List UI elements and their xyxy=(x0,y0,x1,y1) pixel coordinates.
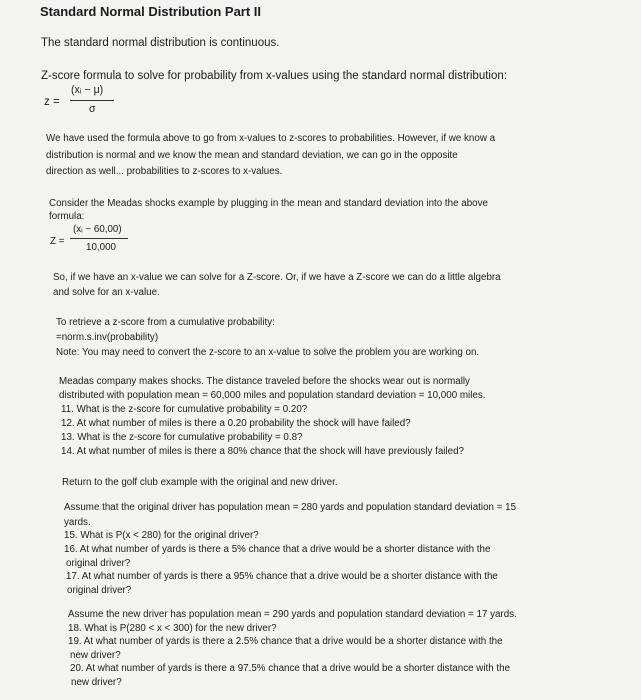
formula-lhs: z = xyxy=(44,96,60,108)
text-line: direction as well... probabilities to z-scores to x-values. xyxy=(46,166,283,177)
formula-numerator: (xᵢ − 60,00) xyxy=(73,224,122,235)
text-line: Meadas company makes shocks. The distance traveled before the shocks wear out is normally xyxy=(59,376,470,387)
question-12: 12. At what number of miles is there a 0.20 probability the shock will have failed? xyxy=(61,418,411,429)
formula-denominator: 10,000 xyxy=(86,242,116,253)
text-line: new driver? xyxy=(71,677,122,688)
question-13: 13. What is the z-score for cumulative probability = 0.8? xyxy=(61,432,303,443)
text-line: original driver? xyxy=(66,558,131,569)
question-20: 20. At what number of yards is there a 97.5% chance that a drive would be a shorter distance with the xyxy=(70,663,511,674)
excel-function: =norm.s.inv(probability) xyxy=(56,332,159,343)
intro-text: The standard normal distribution is continuous. xyxy=(41,37,280,49)
text-line: formula: xyxy=(49,211,85,222)
text-line: yards. xyxy=(64,517,91,528)
question-17: 17. At what number of yards is there a 95% chance that a drive would be a shorter distance with the xyxy=(66,571,498,582)
zscore-intro: Z-score formula to solve for probability from x-values using the standard normal distribution: xyxy=(41,70,507,82)
text-line: We have used the formula above to go from x-values to z-scores to probabilities. However, if we know a xyxy=(46,133,496,144)
fraction-bar xyxy=(70,100,114,101)
note-text: Note: You may need to convert the z-score to an x-value to solve the problem you are working on. xyxy=(56,347,480,358)
formula-lhs: Z = xyxy=(50,236,65,247)
fraction-bar xyxy=(70,238,128,239)
formula-numerator: (xᵢ − μ) xyxy=(71,84,104,96)
question-15: 15. What is P(x < 280) for the original driver? xyxy=(64,530,259,541)
text-line: So, if we have an x-value we can solve for a Z-score. Or, if we have a Z-score we can do a little algebra xyxy=(53,272,501,283)
page-title: Standard Normal Distribution Part II xyxy=(40,4,262,19)
question-19: 19. At what number of yards is there a 2.5% chance that a drive would be a shorter distance with the xyxy=(68,636,503,647)
golf-intro: Return to the golf club example with the original and new driver. xyxy=(62,477,338,488)
text-line: Assume the new driver has population mean = 290 yards and population standard deviation = 17 yards. xyxy=(68,609,517,620)
text-line: Assume that the original driver has population mean = 280 yards and population standard deviation = 15 xyxy=(64,502,517,513)
question-18: 18. What is P(280 < x < 300) for the new driver? xyxy=(68,623,277,634)
text-line: new driver? xyxy=(70,650,121,661)
question-14: 14. At what number of miles is there a 80% chance that the shock will have previously failed? xyxy=(61,446,464,457)
question-16: 16. At what number of yards is there a 5% chance that a drive would be a shorter distance with the xyxy=(64,544,491,555)
question-11: 11. What is the z-score for cumulative probability = 0.20? xyxy=(61,404,308,415)
text-line: distribution is normal and we know the mean and standard deviation, we can go in the opposite xyxy=(46,150,458,161)
text-line: To retrieve a z-score from a cumulative probability: xyxy=(56,317,275,328)
text-line: Consider the Meadas shocks example by plugging in the mean and standard deviation into the above xyxy=(49,198,488,209)
text-line: and solve for an x-value. xyxy=(53,287,160,298)
text-line: original driver? xyxy=(67,585,132,596)
formula-denominator: σ xyxy=(89,103,96,115)
text-line: distributed with population mean = 60,000 miles and population standard deviation = 10,000 miles. xyxy=(59,390,486,401)
